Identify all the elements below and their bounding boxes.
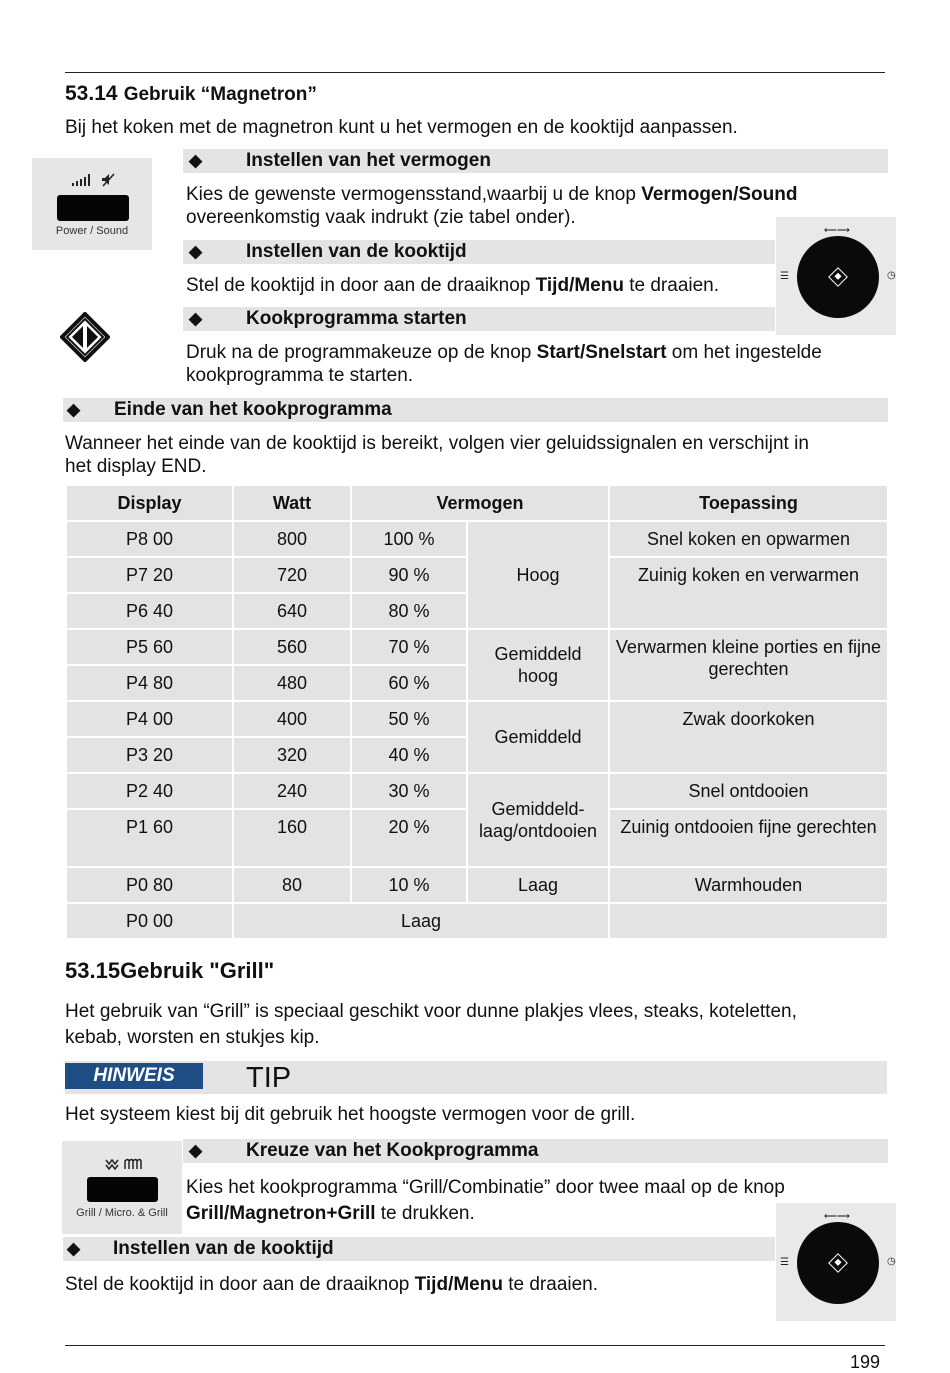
table-cell <box>609 903 888 939</box>
rotary-knob-panel <box>776 217 896 335</box>
table-cell: 640 <box>233 593 351 629</box>
grill-icon <box>105 1156 145 1172</box>
table-header: Vermogen <box>351 485 609 521</box>
table-cell: 10 % <box>351 867 467 903</box>
heading-bar-vermogen: ◆ Instellen van het vermogen <box>183 149 888 173</box>
table-cell: 100 % <box>351 521 467 557</box>
table-header: Watt <box>233 485 351 521</box>
grill-step1-text: Kies het kookprogramma “Grill/Combinatie” door twee maal op de knop Grill/Magnetron+Grill te drukken. <box>186 1177 785 1224</box>
rotary-knob-icon <box>797 1222 879 1304</box>
table-cell: 20 % <box>351 809 467 867</box>
table-cell: Laag <box>233 903 609 939</box>
table-cell: Snel koken en opwarmen <box>609 521 888 557</box>
heading-bar-kooktijd: ◆ Instellen van de kooktijd <box>183 240 775 264</box>
table-row <box>66 629 888 665</box>
heading-bar-start: ◆ Kookprogramma starten <box>183 307 775 331</box>
knob-diamond-icon <box>828 267 848 287</box>
table-cell: 80 <box>233 867 351 903</box>
table-row <box>66 773 888 809</box>
table-cell: 90 % <box>351 557 467 593</box>
bottom-rule <box>65 1345 885 1346</box>
table-cell: Zuinig koken en verwarmen <box>609 557 888 629</box>
power-sound-caption: Power / Sound <box>55 225 129 237</box>
timer-icon: ◷ <box>887 1256 896 1267</box>
table-cell: P7 20 <box>66 557 233 593</box>
table-header-row <box>66 485 888 521</box>
table-cell: Zwak doorkoken <box>609 701 888 773</box>
rotate-arrows-icon: ⟵⟶ <box>824 225 850 235</box>
power-table <box>65 484 889 940</box>
grill-step2-text: Stel de kooktijd in door aan de draaiknop Tijd/Menu te draaien. <box>65 1274 599 1295</box>
grill-caption: Grill / Micro. & Grill <box>76 1207 168 1219</box>
diamond-bullet-icon: ◆ <box>189 242 203 261</box>
start-button-icon <box>60 312 110 362</box>
step-vermogen-text: Kies de gewenste vermogensstand,waarbij u de knop Vermogen/Sound overeenkomstig vaak indrukt (zie tabel onder). <box>186 184 798 228</box>
table-cell: P8 00 <box>66 521 233 557</box>
table-row <box>66 521 888 557</box>
rotate-arrows-icon: ⟵⟶ <box>824 1211 850 1221</box>
knob-diamond-icon <box>828 1253 848 1273</box>
table-cell: P1 60 <box>66 809 233 867</box>
table-cell: 400 <box>233 701 351 737</box>
table-cell: 50 % <box>351 701 467 737</box>
table-cell: P0 00 <box>66 903 233 939</box>
top-rule <box>65 72 885 73</box>
table-cell: 60 % <box>351 665 467 701</box>
diamond-bullet-icon: ◆ <box>189 309 203 328</box>
menu-list-icon: ☰ <box>780 1257 789 1268</box>
tip-label: TIP <box>246 1062 292 1094</box>
table-cell: 70 % <box>351 629 467 665</box>
table-cell: P2 40 <box>66 773 233 809</box>
table-cell: Warmhouden <box>609 867 888 903</box>
table-header: Display <box>66 485 233 521</box>
table-cell: 160 <box>233 809 351 867</box>
table-cell: 30 % <box>351 773 467 809</box>
table-cell: 320 <box>233 737 351 773</box>
hinweis-badge: HINWEIS <box>65 1063 203 1089</box>
table-row <box>66 701 888 737</box>
section-heading-53-15: 53.15Gebruik "Grill" <box>65 958 275 983</box>
table-cell: Gemiddeld-laag/ontdooien <box>467 773 609 867</box>
table-cell: P3 20 <box>66 737 233 773</box>
table-row <box>66 903 888 939</box>
table-cell: 720 <box>233 557 351 593</box>
table-cell: Hoog <box>467 521 609 629</box>
step-start-text: Druk na de programmakeuze op de knop Start/Snelstart om het ingestelde kookprogramma te starten. <box>186 342 822 386</box>
heading-bar-kooktijd-grill: ◆ Instellen van de kooktijd <box>63 1237 775 1261</box>
table-cell: 240 <box>233 773 351 809</box>
menu-list-icon: ☰ <box>780 271 789 282</box>
table-header: Toepassing <box>609 485 888 521</box>
tip-text: Het systeem kiest bij dit gebruik het hoogste vermogen voor de grill. <box>65 1104 636 1125</box>
table-cell: P4 00 <box>66 701 233 737</box>
display-screen <box>57 195 129 221</box>
table-cell: P4 80 <box>66 665 233 701</box>
diamond-bullet-icon: ◆ <box>67 1239 81 1258</box>
table-cell: Verwarmen kleine porties en fijne gerechten <box>609 629 888 701</box>
table-cell: 80 % <box>351 593 467 629</box>
heading-bar-kookprogramma: ◆ Kreuze van het Kookprogramma <box>183 1139 888 1163</box>
table-row <box>66 867 888 903</box>
table-cell: Laag <box>467 867 609 903</box>
table-cell: Gemiddeld <box>467 701 609 773</box>
grill-intro: Het gebruik van “Grill” is speciaal geschikt voor dunne plakjes vlees, steaks, koteletten, kebab, worsten en stukjes kip. <box>65 1001 797 1048</box>
table-cell: P5 60 <box>66 629 233 665</box>
grill-panel <box>62 1141 182 1234</box>
heading-bar-einde: ◆ Einde van het kookprogramma <box>63 398 888 422</box>
diamond-bullet-icon: ◆ <box>189 1141 203 1160</box>
diamond-bullet-icon: ◆ <box>67 400 81 419</box>
section-heading-53-14: 53.14 Gebruik “Magnetron” <box>65 82 317 105</box>
table-cell: 560 <box>233 629 351 665</box>
table-cell: 40 % <box>351 737 467 773</box>
step-kooktijd-text: Stel de kooktijd in door aan de draaiknop Tijd/Menu te draaien. <box>186 275 720 296</box>
rotary-knob-icon <box>797 236 879 318</box>
section-intro: Bij het koken met de magnetron kunt u het vermogen en de kooktijd aanpassen. <box>65 117 738 138</box>
mute-icon <box>100 172 116 188</box>
display-screen <box>87 1177 158 1202</box>
page-number: 199 <box>850 1352 881 1372</box>
rotary-knob-panel <box>776 1203 896 1321</box>
table-cell: Gemiddeld hoog <box>467 629 609 701</box>
table-cell: P0 80 <box>66 867 233 903</box>
table-cell: Zuinig ontdooien fijne gerechten <box>609 809 888 867</box>
power-sound-panel <box>32 158 152 250</box>
einde-text: Wanneer het einde van de kooktijd is bereikt, volgen vier geluidssignalen en verschijnt in het display END. <box>65 433 809 477</box>
timer-icon: ◷ <box>887 270 896 281</box>
table-cell: 800 <box>233 521 351 557</box>
diamond-bullet-icon: ◆ <box>189 151 203 170</box>
table-cell: Snel ontdooien <box>609 773 888 809</box>
table-cell: P6 40 <box>66 593 233 629</box>
table-cell: 480 <box>233 665 351 701</box>
